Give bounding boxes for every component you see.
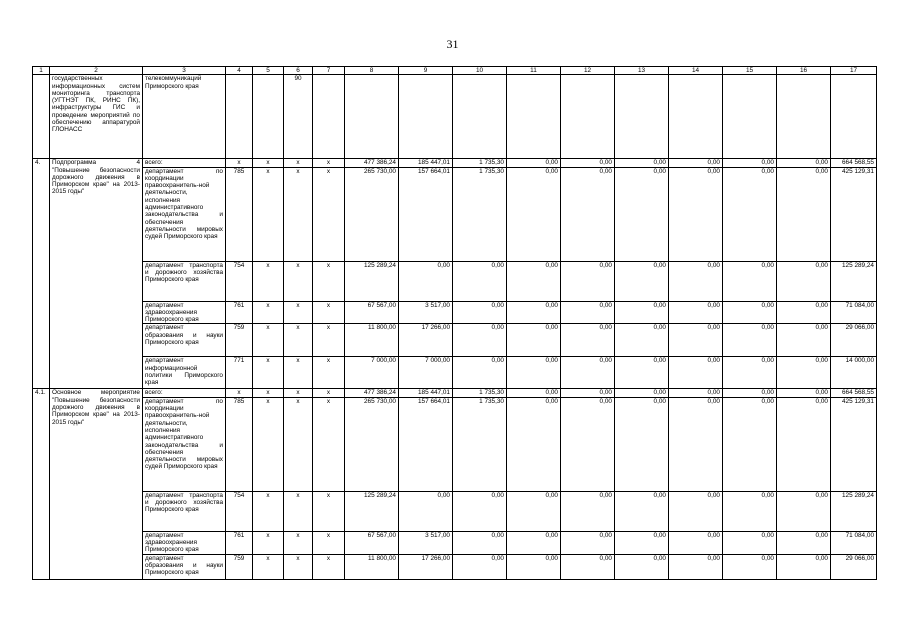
vr-cell: x	[313, 301, 345, 324]
total-cell: 29 066,00	[831, 324, 877, 357]
column-number: 2	[50, 67, 143, 75]
amount-cell: 0,00	[723, 397, 777, 491]
column-number: 12	[561, 67, 615, 75]
csr-cell: x	[284, 357, 313, 389]
amount-cell: 0,00	[777, 167, 831, 261]
executor-cell: телекоммуникаций Приморского края	[143, 75, 226, 159]
amount-cell	[723, 75, 777, 159]
page-number: 31	[446, 37, 459, 51]
executor-row	[33, 301, 877, 324]
amount-cell: 0,00	[723, 357, 777, 389]
executor-row	[33, 261, 877, 301]
amount-cell: 0,00	[669, 167, 723, 261]
executor-cell: всего:	[143, 159, 226, 167]
total-cell: 664 568,55	[831, 159, 877, 167]
amount-cell: 0,00	[507, 491, 561, 531]
amount-cell	[561, 75, 615, 159]
amount-cell: 0,00	[615, 261, 669, 301]
amount-cell: 0,00	[615, 389, 669, 397]
rzpr-cell: x	[253, 531, 284, 554]
amount-cell: 1 735,30	[453, 389, 507, 397]
vr-cell: x	[313, 531, 345, 554]
amount-cell: 17 266,00	[399, 324, 453, 357]
amount-cell: 0,00	[615, 491, 669, 531]
column-number: 11	[507, 67, 561, 75]
grbs-cell: 754	[226, 261, 253, 301]
amount-cell: 0,00	[453, 491, 507, 531]
amount-cell: 3 517,00	[399, 531, 453, 554]
amount-cell: 0,00	[507, 389, 561, 397]
amount-cell: 0,00	[777, 159, 831, 167]
executor-cell: департамент здравоохранения Приморского края	[143, 531, 226, 554]
column-number: 14	[669, 67, 723, 75]
amount-cell: 0,00	[507, 261, 561, 301]
amount-cell: 1 735,30	[453, 397, 507, 491]
grbs-cell: 759	[226, 324, 253, 357]
amount-cell: 0,00	[615, 397, 669, 491]
csr-cell: x	[284, 261, 313, 301]
amount-cell: 0,00	[561, 491, 615, 531]
amount-cell: 0,00	[507, 159, 561, 167]
amount-cell	[777, 75, 831, 159]
section-number: 4.	[33, 159, 50, 389]
total-cell: 14 000,00	[831, 357, 877, 389]
rzpr-cell: x	[253, 159, 284, 167]
grbs-cell: x	[226, 159, 253, 167]
executor-row	[33, 554, 877, 579]
vr-cell	[313, 75, 345, 159]
grbs-cell: 771	[226, 357, 253, 389]
section-number: 4.1.	[33, 389, 50, 579]
column-number: 15	[723, 67, 777, 75]
amount-cell: 0,00	[615, 159, 669, 167]
executor-cell: департамент информационной политики Приморского края	[143, 357, 226, 389]
amount-cell: 0,00	[777, 531, 831, 554]
executor-row	[33, 531, 877, 554]
amount-cell: 0,00	[561, 261, 615, 301]
executor-row	[33, 397, 877, 491]
amount-cell: 0,00	[669, 531, 723, 554]
amount-cell: 0,00	[453, 531, 507, 554]
amount-cell: 0,00	[507, 531, 561, 554]
continuation-row	[33, 75, 877, 159]
executor-cell: департамент образования и науки Приморского края	[143, 554, 226, 579]
total-cell: 425 129,31	[831, 167, 877, 261]
amount-cell: 0,00	[561, 167, 615, 261]
rzpr-cell: x	[253, 167, 284, 261]
amount-cell	[669, 75, 723, 159]
column-number: 3	[143, 67, 226, 75]
rzpr-cell: x	[253, 357, 284, 389]
rzpr-cell: x	[253, 324, 284, 357]
total-cell: 29 066,00	[831, 554, 877, 579]
amount-cell: 0,00	[615, 301, 669, 324]
amount-cell: 0,00	[615, 357, 669, 389]
amount-cell: 0,00	[723, 389, 777, 397]
amount-cell: 125 289,24	[345, 261, 399, 301]
grbs-cell	[226, 75, 253, 159]
csr-cell: x	[284, 324, 313, 357]
amount-cell: 0,00	[507, 167, 561, 261]
amount-cell: 0,00	[561, 301, 615, 324]
amount-cell: 0,00	[777, 261, 831, 301]
amount-cell: 0,00	[669, 554, 723, 579]
amount-cell: 0,00	[615, 324, 669, 357]
vr-cell: x	[313, 324, 345, 357]
amount-cell: 0,00	[669, 324, 723, 357]
csr-cell: x	[284, 554, 313, 579]
amount-cell: 0,00	[615, 554, 669, 579]
total-cell: 125 289,24	[831, 261, 877, 301]
amount-cell: 1 735,30	[453, 167, 507, 261]
amount-cell: 0,00	[723, 261, 777, 301]
column-number: 5	[253, 67, 284, 75]
section-title: Основное мероприятие "Повышение безопасности дорожного движения в Приморском крае" на 2013-2015 годы"	[50, 389, 143, 579]
column-number: 10	[453, 67, 507, 75]
amount-cell: 0,00	[723, 301, 777, 324]
activity-name-cell: государственных информационных систем мониторинга транспорта (УГТНЭТ ПК, РИНС ПК), инфраструктуры ГИС и проведение мероприятий по обеспечению аппаратурой ГЛОНАСС	[50, 75, 143, 159]
csr-cell: x	[284, 159, 313, 167]
amount-cell: 0,00	[777, 324, 831, 357]
amount-cell: 0,00	[561, 324, 615, 357]
executor-row	[33, 357, 877, 389]
amount-cell: 0,00	[723, 531, 777, 554]
rzpr-cell: x	[253, 491, 284, 531]
section-total-row	[33, 389, 877, 397]
executor-cell: департамент транспорта и дорожного хозяйства Приморского края	[143, 491, 226, 531]
executor-cell: департамент образования и науки Приморского края	[143, 324, 226, 357]
row-number-cell	[33, 75, 50, 159]
executor-row	[33, 324, 877, 357]
column-number: 1	[33, 67, 50, 75]
amount-cell: 0,00	[507, 324, 561, 357]
section-total-row	[33, 159, 877, 167]
amount-cell: 0,00	[723, 167, 777, 261]
vr-cell: x	[313, 357, 345, 389]
grbs-cell: 761	[226, 531, 253, 554]
amount-cell: 0,00	[507, 357, 561, 389]
rzpr-cell: x	[253, 389, 284, 397]
amount-cell: 477 386,24	[345, 159, 399, 167]
csr-cell: x	[284, 389, 313, 397]
amount-cell: 265 730,00	[345, 397, 399, 491]
executor-cell: департамент транспорта и дорожного хозяйства Приморского края	[143, 261, 226, 301]
table-body	[33, 67, 877, 580]
vr-cell: x	[313, 167, 345, 261]
amount-cell: 157 664,01	[399, 167, 453, 261]
amount-cell: 67 567,00	[345, 531, 399, 554]
amount-cell: 0,00	[777, 491, 831, 531]
vr-cell: x	[313, 491, 345, 531]
rzpr-cell: x	[253, 261, 284, 301]
amount-cell: 0,00	[723, 159, 777, 167]
column-number-row	[33, 67, 877, 75]
amount-cell: 0,00	[615, 531, 669, 554]
amount-cell: 0,00	[777, 357, 831, 389]
amount-cell: 0,00	[669, 397, 723, 491]
amount-cell: 0,00	[777, 389, 831, 397]
vr-cell: x	[313, 554, 345, 579]
column-number: 8	[345, 67, 399, 75]
amount-cell: 125 289,24	[345, 491, 399, 531]
executor-row	[33, 491, 877, 531]
rzpr-cell	[253, 75, 284, 159]
rzpr-cell: x	[253, 301, 284, 324]
vr-cell: x	[313, 397, 345, 491]
amount-cell: 17 266,00	[399, 554, 453, 579]
amount-cell: 157 664,01	[399, 397, 453, 491]
amount-cell: 0,00	[723, 554, 777, 579]
csr-cell: x	[284, 491, 313, 531]
amount-cell: 0,00	[669, 357, 723, 389]
amount-cell: 477 386,24	[345, 389, 399, 397]
amount-cell: 0,00	[507, 397, 561, 491]
amount-cell: 265 730,00	[345, 167, 399, 261]
amount-cell: 7 000,00	[399, 357, 453, 389]
amount-cell: 0,00	[453, 554, 507, 579]
amount-cell: 0,00	[453, 357, 507, 389]
column-number: 6	[284, 67, 313, 75]
amount-cell: 0,00	[669, 389, 723, 397]
amount-cell: 185 447,01	[399, 389, 453, 397]
amount-cell: 0,00	[669, 159, 723, 167]
amount-cell: 0,00	[561, 159, 615, 167]
column-number: 13	[615, 67, 669, 75]
column-number: 9	[399, 67, 453, 75]
vr-cell: x	[313, 389, 345, 397]
column-number: 7	[313, 67, 345, 75]
grbs-cell: 754	[226, 491, 253, 531]
csr-cell: x	[284, 531, 313, 554]
grbs-cell: 761	[226, 301, 253, 324]
executor-cell: департамент по координации правоохранитель-ной деятельности, исполнения административного законодательства и обеспечения деятельности мировых судей Приморского края	[143, 397, 226, 491]
amount-cell: 0,00	[723, 491, 777, 531]
amount-cell	[345, 75, 399, 159]
column-number: 17	[831, 67, 877, 75]
amount-cell: 0,00	[507, 554, 561, 579]
rzpr-cell: x	[253, 397, 284, 491]
grbs-cell: 785	[226, 167, 253, 261]
amount-cell: 3 517,00	[399, 301, 453, 324]
amount-cell: 0,00	[669, 301, 723, 324]
amount-cell: 7 000,00	[345, 357, 399, 389]
amount-cell: 0,00	[399, 491, 453, 531]
amount-cell: 0,00	[453, 324, 507, 357]
amount-cell	[453, 75, 507, 159]
amount-cell: 11 800,00	[345, 554, 399, 579]
csr-cell: x	[284, 397, 313, 491]
vr-cell: x	[313, 261, 345, 301]
amount-cell: 0,00	[507, 301, 561, 324]
grbs-cell: 759	[226, 554, 253, 579]
column-number: 16	[777, 67, 831, 75]
rzpr-cell: x	[253, 554, 284, 579]
section-title: Подпрограмма 4 "Повышение безопасности дорожного движения в Приморском крае" на 2013-2015 годы"	[50, 159, 143, 389]
csr-cell: x	[284, 167, 313, 261]
amount-cell: 0,00	[669, 261, 723, 301]
total-cell: 125 289,24	[831, 491, 877, 531]
amount-cell: 0,00	[777, 301, 831, 324]
grbs-cell: x	[226, 389, 253, 397]
amount-cell: 0,00	[561, 389, 615, 397]
amount-cell: 185 447,01	[399, 159, 453, 167]
total-cell: 425 129,31	[831, 397, 877, 491]
amount-cell: 0,00	[777, 397, 831, 491]
amount-cell: 0,00	[723, 324, 777, 357]
amount-cell: 0,00	[615, 167, 669, 261]
executor-row	[33, 167, 877, 261]
grbs-cell: 785	[226, 397, 253, 491]
amount-cell: 0,00	[399, 261, 453, 301]
amount-cell: 0,00	[561, 397, 615, 491]
column-number: 4	[226, 67, 253, 75]
csr-cell: 90	[284, 75, 313, 159]
amount-cell: 0,00	[561, 554, 615, 579]
executor-cell: всего:	[143, 389, 226, 397]
amount-cell: 0,00	[777, 554, 831, 579]
amount-cell: 0,00	[669, 491, 723, 531]
executor-cell: департамент по координации правоохранитель-ной деятельности, исполнения административного законодательства и обеспечения деятельности мировых судей Приморского края	[143, 167, 226, 261]
amount-cell: 11 800,00	[345, 324, 399, 357]
csr-cell: x	[284, 301, 313, 324]
total-cell: 71 084,00	[831, 301, 877, 324]
vr-cell: x	[313, 159, 345, 167]
amount-cell	[615, 75, 669, 159]
total-cell	[831, 75, 877, 159]
amount-cell	[507, 75, 561, 159]
total-cell: 664 568,55	[831, 389, 877, 397]
budget-table	[32, 66, 877, 580]
amount-cell: 1 735,30	[453, 159, 507, 167]
amount-cell: 0,00	[453, 301, 507, 324]
executor-cell: департамент здравоохранения Приморского края	[143, 301, 226, 324]
amount-cell	[399, 75, 453, 159]
total-cell: 71 084,00	[831, 531, 877, 554]
amount-cell: 0,00	[561, 357, 615, 389]
amount-cell: 67 567,00	[345, 301, 399, 324]
amount-cell: 0,00	[453, 261, 507, 301]
amount-cell: 0,00	[561, 531, 615, 554]
